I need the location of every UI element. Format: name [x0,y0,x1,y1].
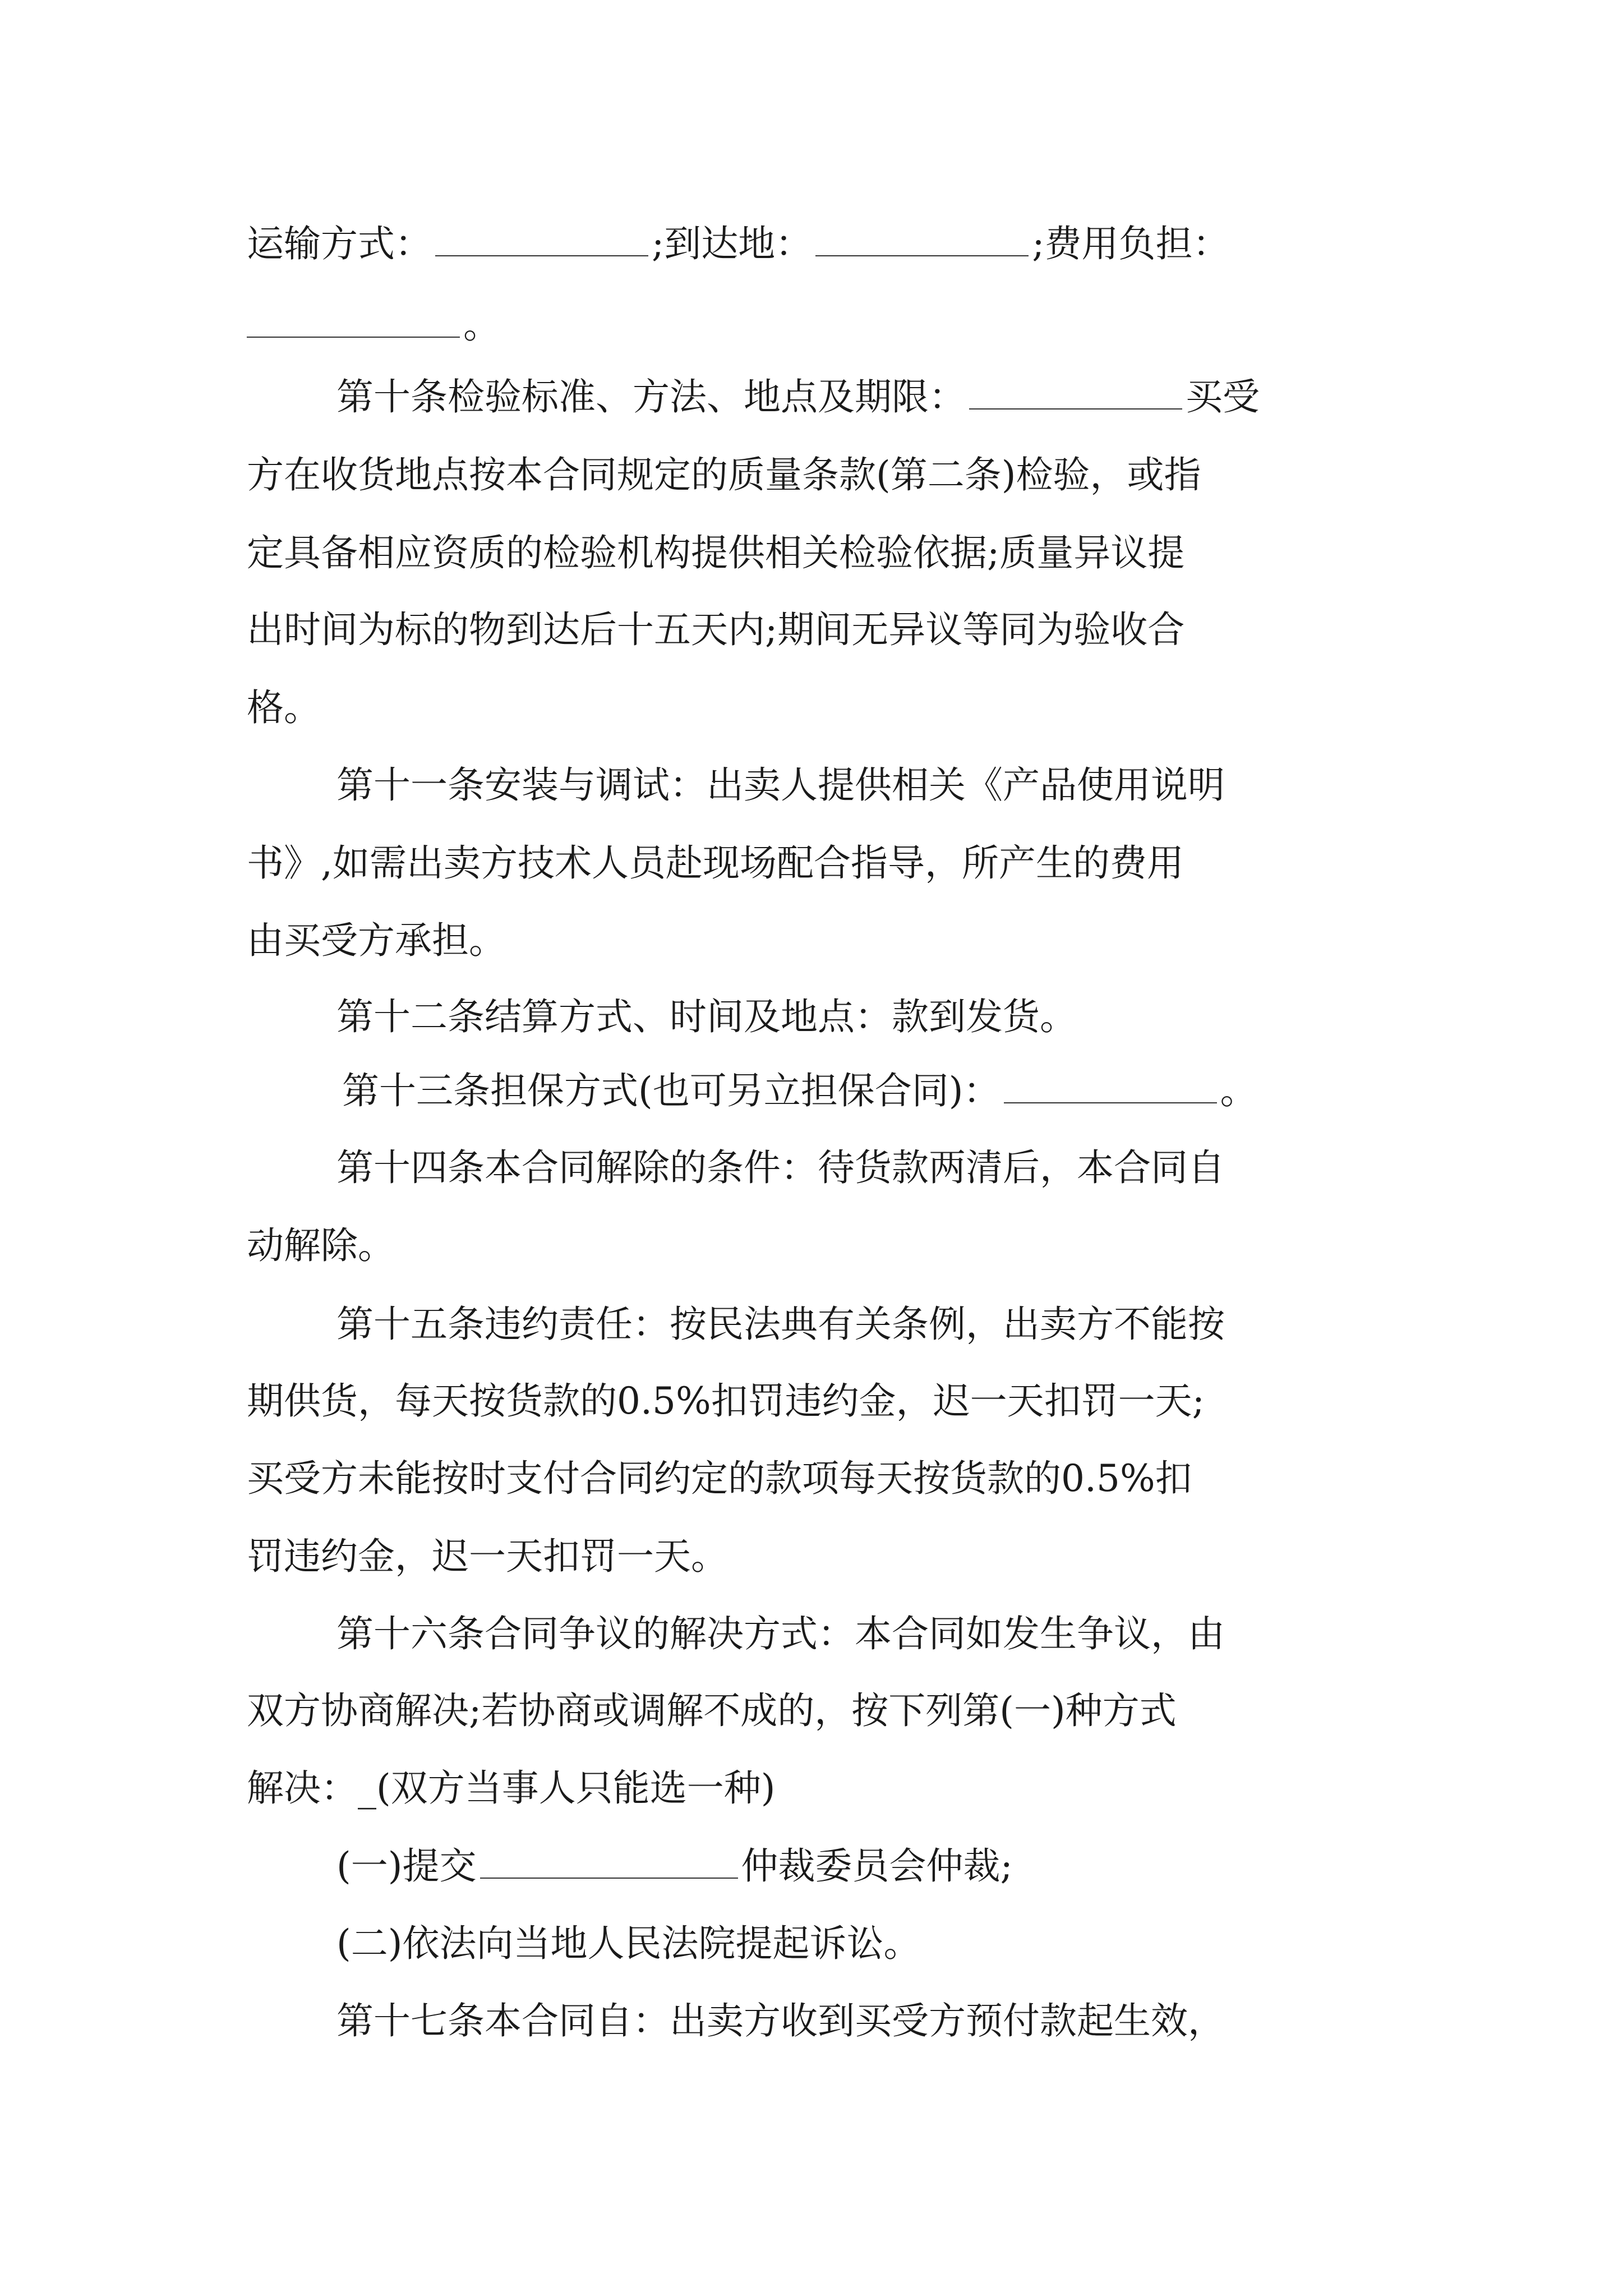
text-line-article-12 [336,995,1077,1039]
text-segment: 罚违约金，迟一天扣罚一天。 [247,1535,728,1578]
text-segment: 方在收货地点按本合同规定的质量条款(第二条)检验，或指 [247,453,1201,496]
text-segment: 运输方式： [247,222,432,265]
text-segment: 由买受方承担。 [247,919,506,962]
text-line [247,1456,1192,1501]
text-segment: 第十一条安装与调试：出卖人提供相关《产品使用说明 [336,763,1225,807]
text-segment: 第十条检验标准、方法、地点及期限： [336,375,966,418]
text-line-article-15 [336,1302,1225,1347]
text-line [247,1534,728,1579]
text-line-article-11 [336,763,1225,808]
text-line-option-2 [336,1921,921,1966]
text-line-article-13 [342,1069,1257,1114]
fill-blank-guarantee [1004,1070,1217,1103]
fill-blank-inspection [969,376,1182,409]
fill-blank-arbitration-committee [480,1845,738,1879]
text-segment: 定具备相应资质的检验机构提供相关检验依据;质量异议提 [247,531,1185,574]
text-line [247,453,1201,498]
text-line [247,1688,1177,1733]
text-segment: 双方协商解决;若协商或调解不成的，按下列第(一)种方式 [247,1689,1177,1732]
text-line-article-14 [336,1145,1225,1190]
text-line-cost-blank [247,303,500,348]
text-segment: 出时间为标的物到达后十五天内;期间无异议等同为验收合 [247,608,1185,651]
text-line [247,841,1184,886]
text-line-article-16 [336,1612,1225,1657]
fill-blank-transport-method [435,223,648,256]
text-segment: 买受方未能按时支付合同约定的款项每天按货款的0.5%扣 [247,1457,1192,1500]
text-line-transport [247,222,1230,266]
text-segment: 第十四条本合同解除的条件：待货款两清后，本合同自 [336,1146,1225,1189]
text-line [247,918,506,963]
text-segment: 第十二条结算方式、时间及地点：款到发货。 [336,995,1077,1038]
text-segment: 第十六条合同争议的解决方式：本合同如发生争议，由 [336,1612,1225,1655]
text-segment: 。 [1220,1069,1257,1112]
text-segment: 期供货，每天按货款的0.5%扣罚违约金，迟一天扣罚一天; [247,1379,1205,1423]
fill-blank-destination [815,223,1029,256]
text-segment: 动解除。 [247,1224,395,1267]
text-segment: (二)依法向当地人民法院提起诉讼。 [336,1922,921,1965]
text-segment: 书》,如需出卖方技术人员赴现场配合指导，所产生的费用 [247,841,1184,885]
text-line [247,1379,1205,1424]
text-line [247,685,321,730]
text-line [247,1223,395,1268]
text-line [247,608,1184,652]
text-segment: 第十五条违约责任：按民法典有关条例，出卖方不能按 [336,1303,1225,1346]
text-segment: 第十七条本合同自：出卖方收到买受方预付款起生效， [336,1999,1225,2042]
text-line-article-10 [336,375,1260,420]
text-line [247,531,1184,576]
text-line [247,1766,776,1811]
text-segment: 。 [463,303,500,347]
text-segment: 仲裁委员会仲裁; [741,1844,1013,1888]
text-segment: (一)提交 [336,1844,477,1888]
text-line-option-1 [336,1844,1013,1889]
fill-blank-cost-bearer [247,304,460,338]
text-line-article-17 [336,1999,1225,2044]
text-segment: ;到达地： [652,222,813,265]
text-segment: 格。 [247,686,321,729]
text-segment: 买受 [1186,375,1260,418]
text-segment: ;费用负担： [1032,222,1230,265]
text-segment: 解决：_(双方当事人只能选一种) [247,1766,776,1810]
text-segment: 第十三条担保方式(也可另立担保合同)： [342,1069,1000,1112]
